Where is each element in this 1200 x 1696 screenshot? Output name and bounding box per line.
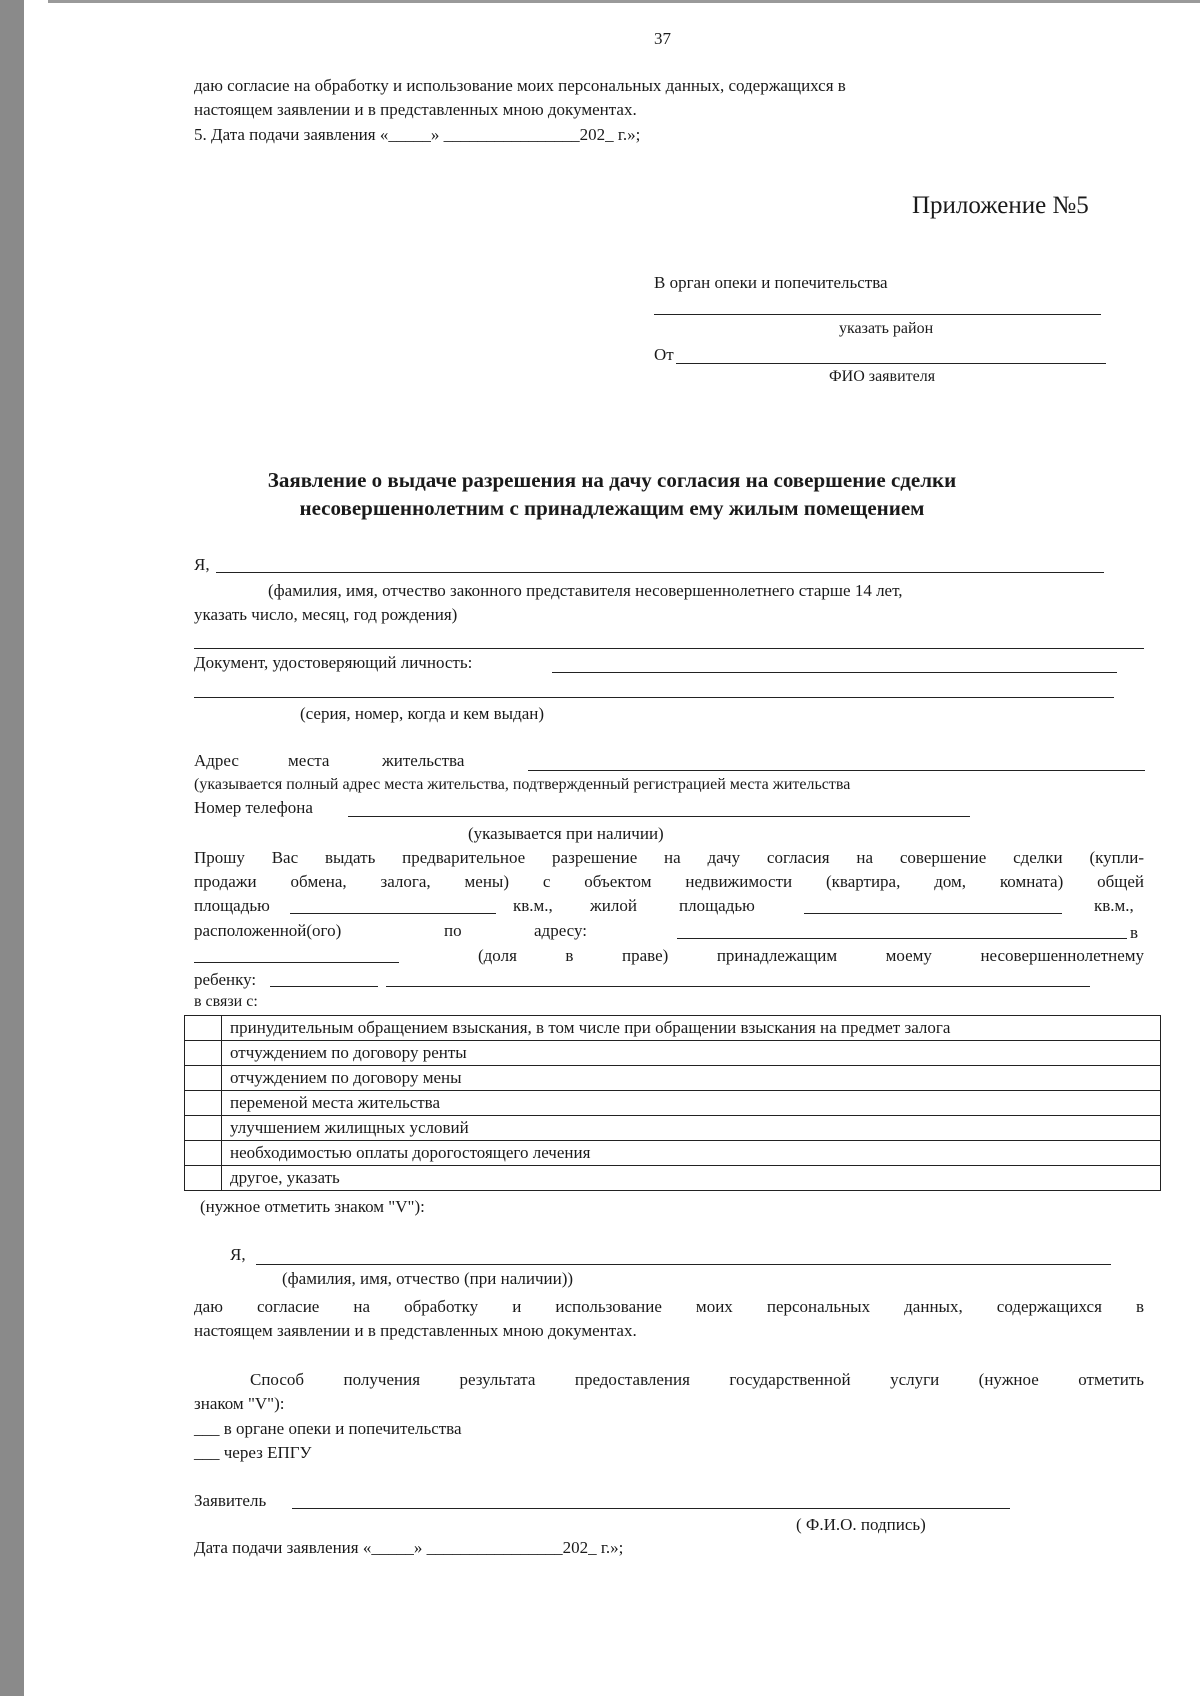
reason-row — [185, 1166, 1161, 1191]
from-field[interactable] — [676, 363, 1106, 364]
reason-checkbox[interactable] — [185, 1166, 222, 1191]
request-child-label: ребенку: — [194, 970, 257, 989]
reason-checkbox[interactable] — [185, 1041, 222, 1066]
from-label: От — [654, 345, 674, 364]
reason-row — [185, 1016, 1161, 1041]
request-share-text: (доля в праве) принадлежащим моему несовершеннолетнему — [478, 946, 1144, 965]
reason-checkbox[interactable] — [185, 1141, 222, 1166]
method-option-epgu[interactable]: ___ через ЕПГУ — [194, 1443, 312, 1462]
top-consent-text1: даю согласие на обработку и использование моих персональных данных, содержащихся в — [194, 76, 846, 95]
address-word-3: жительства — [382, 751, 465, 770]
child-field-1[interactable] — [270, 986, 378, 987]
top-consent-line2: настоящем заявлении и в представленных мною документах. — [194, 100, 637, 119]
request-located: расположенной(ого) — [194, 921, 342, 940]
request-sqm-1: кв.м., — [513, 896, 553, 915]
reason-checkbox[interactable] — [185, 1116, 222, 1141]
scan-left-edge — [0, 0, 24, 1696]
reason-row — [185, 1141, 1161, 1166]
reason-checkbox[interactable] — [185, 1016, 222, 1041]
applicant-hint-line1: (фамилия, имя, отчество законного представителя несовершеннолетнего старше 14 лет, — [268, 581, 903, 600]
id-document-label: Документ, удостоверяющий личность: — [194, 653, 473, 672]
mark-hint: (нужное отметить знаком "V"): — [200, 1197, 425, 1216]
reason-text: отчуждением по договору ренты — [222, 1041, 1161, 1066]
address-word-2: места — [288, 751, 330, 770]
signature-hint: ( Ф.И.О. подпись) — [796, 1515, 926, 1534]
consent-line1: даю согласие на обработку и использование моих персональных данных, содержащихся в — [194, 1297, 1144, 1316]
reason-text: принудительным обращением взыскания, в том числе при обращении взыскания на предмет залога — [222, 1016, 1161, 1041]
request-v: в — [1130, 923, 1139, 942]
reason-text: отчуждением по договору мены — [222, 1066, 1161, 1091]
applicant-hint-line2: указать число, месяц, год рождения) — [194, 605, 458, 624]
request-area-label: площадью — [194, 896, 270, 915]
request-address-label: адресу: — [534, 921, 587, 940]
method-option-opeka[interactable]: ___ в органе опеки и попечительства — [194, 1419, 462, 1438]
reason-checkbox[interactable] — [185, 1091, 222, 1116]
child-field-2[interactable] — [386, 986, 1090, 987]
reason-row — [185, 1066, 1161, 1091]
district-field[interactable] — [654, 314, 1101, 315]
total-area-field[interactable] — [290, 913, 496, 914]
living-area-field[interactable] — [804, 913, 1062, 914]
applicant-name-field[interactable] — [216, 572, 1104, 573]
reason-text: улучшением жилищных условий — [222, 1116, 1161, 1141]
reason-row — [185, 1116, 1161, 1141]
request-line2: продажи обмена, залога, мены) с объектом недвижимости (квартира, дом, комната) общей — [194, 872, 1144, 891]
reason-checkbox[interactable] — [185, 1066, 222, 1091]
request-area-label-2: площадью — [679, 896, 755, 915]
signature-label: Заявитель — [194, 1491, 267, 1510]
applicant-name-field-2[interactable] — [194, 648, 1144, 649]
request-po: по — [444, 921, 462, 940]
request-living: жилой — [590, 896, 637, 915]
document-page — [24, 0, 1200, 1696]
top-date-line: 5. Дата подачи заявления «_____» ________________202_ г.»; — [194, 125, 641, 144]
request-line1: Прошу Вас выдать предварительное разрешение на дачу согласия на совершение сделки (купли- — [194, 848, 1144, 867]
phone-label: Номер телефона — [194, 798, 313, 817]
consent-hint: (фамилия, имя, отчество (при наличии)) — [282, 1269, 574, 1288]
address-field[interactable] — [528, 770, 1145, 771]
id-document-field[interactable] — [552, 672, 1117, 673]
addressee-to: В орган опеки и попечительства — [654, 273, 888, 292]
signature-field[interactable] — [292, 1508, 1010, 1509]
page-number: 37 — [654, 29, 671, 48]
request-sqm-2: кв.м., — [1094, 896, 1134, 915]
method-line2: знаком "V"): — [194, 1394, 285, 1413]
fio-hint: ФИО заявителя — [829, 368, 936, 385]
reason-intro: в связи с: — [194, 993, 258, 1010]
phone-hint: (указывается при наличии) — [468, 824, 664, 843]
reasons-table — [184, 1015, 1161, 1191]
address-hint: (указывается полный адрес места жительства, подтвержденный регистрацией места жительства — [194, 776, 851, 793]
form-title-line1: Заявление о выдаче разрешения на дачу согласия на совершение сделки — [267, 468, 957, 492]
form-title-line2: несовершеннолетним с принадлежащим ему жилым помещением — [299, 496, 925, 520]
reason-text: другое, указать — [222, 1166, 1161, 1191]
top-consent-line1 — [194, 75, 1166, 97]
reason-text: необходимостью оплаты дорогостоящего лечения — [222, 1141, 1161, 1166]
appendix-label: Приложение №5 — [912, 192, 1089, 219]
method-line1: Способ получения результата предоставления государственной услуги (нужное отметить — [250, 1370, 1144, 1389]
address-word-1: Адрес — [194, 751, 239, 770]
phone-field[interactable] — [348, 816, 970, 817]
reason-row — [185, 1041, 1161, 1066]
id-document-field-2[interactable] — [194, 697, 1114, 698]
id-document-hint: (серия, номер, когда и кем выдан) — [300, 704, 545, 723]
consent-line2: настоящем заявлении и в представленных мною документах. — [194, 1321, 637, 1340]
applicant-ya: Я, — [194, 555, 210, 574]
reason-row — [185, 1091, 1161, 1116]
district-hint: указать район — [839, 320, 934, 337]
submission-date-line: Дата подачи заявления «_____» ________________202_ г.»; — [194, 1538, 624, 1557]
reason-text: переменой места жительства — [222, 1091, 1161, 1116]
consent-name-field[interactable] — [256, 1264, 1111, 1265]
scan-top-edge — [48, 0, 1200, 3]
property-address-field[interactable] — [677, 938, 1127, 939]
share-field[interactable] — [194, 962, 399, 963]
consent-ya: Я, — [230, 1245, 246, 1264]
